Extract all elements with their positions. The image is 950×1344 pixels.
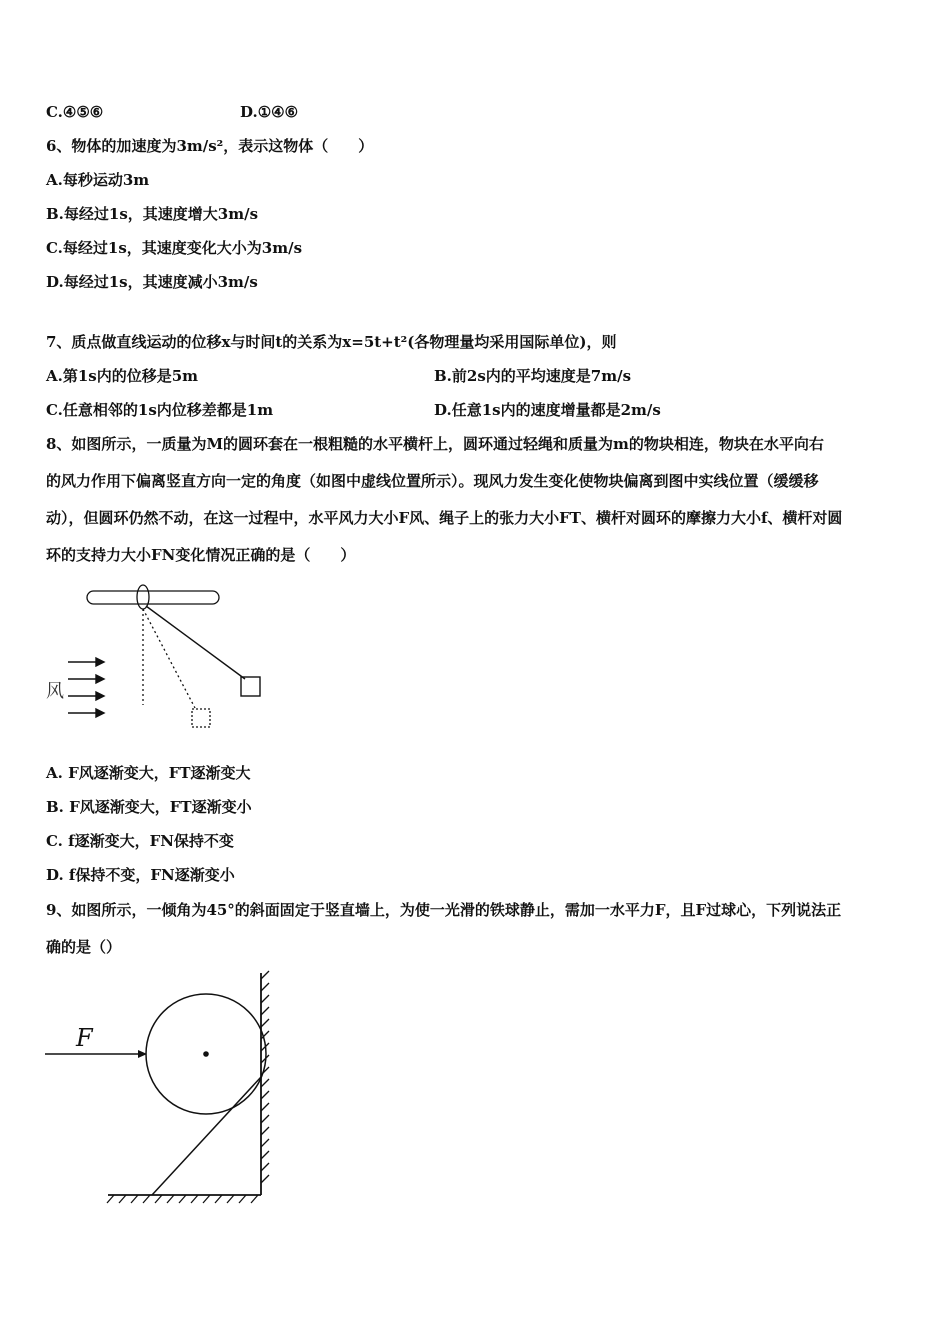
force-label: F (76, 1024, 93, 1052)
q6-option-c: C.每经过1s，其速度变化大小为3m/s (46, 239, 303, 257)
q7-option-b: B.前2s内的平均速度是7m/s (434, 367, 632, 385)
q8-stem-line4: 环的支持力大小FN变化情况正确的是（ ） (46, 546, 356, 564)
q5-option-c: C.④⑤⑥ (46, 103, 104, 121)
q8-option-d: D. f保持不变，FN逐渐变小 (46, 866, 235, 884)
dashed-block (192, 709, 210, 727)
incline-surface (152, 1077, 261, 1195)
q6-option-b: B.每经过1s，其速度增大3m/s (46, 205, 259, 223)
wind-label: 风 (46, 681, 64, 702)
solid-block (241, 677, 260, 696)
q8-option-b: B. F风逐渐变大，FT逐渐变小 (46, 798, 252, 816)
q6-option-d: D.每经过1s，其速度减小3m/s (46, 273, 258, 291)
q8-stem-line2: 的风力作用下偏离竖直方向一定的角度（如图中虚线位置所示）。现风力发生变化使物块偏离到图中实线位置（缓缓移 (46, 472, 819, 490)
q7-stem: 7、质点做直线运动的位移x与时间t的关系为x=5t+t²(各物理量均采用国际单位)，则 (46, 333, 617, 351)
q8-stem-line3: 动），但圆环仍然不动，在这一过程中，水平风力大小F风、绳子上的张力大小FT、横杆对圆环的摩擦力大小f、横杆对圆 (46, 509, 843, 527)
q5-option-d: D.①④⑥ (240, 103, 299, 121)
q7-option-c: C.任意相邻的1s内位移差都是1m (46, 401, 274, 419)
ball-center-dot (203, 1051, 209, 1057)
q7-option-a: A.第1s内的位移是5m (46, 367, 199, 385)
solid-rope (146, 606, 245, 679)
horizontal-rod (87, 591, 219, 604)
ground (107, 1195, 261, 1203)
q6-stem: 6、物体的加速度为3m/s²，表示这物体（ ） (46, 137, 374, 155)
q8-figure (40, 580, 280, 740)
q9-stem-line2: 确的是（） (46, 938, 122, 956)
q8-option-c: C. f逐渐变大，FN保持不变 (46, 832, 234, 850)
ring (137, 585, 149, 609)
wall (261, 971, 269, 1195)
q8-stem-line1: 8、如图所示，一质量为M的圆环套在一根粗糙的水平横杆上，圆环通过轻绳和质量为m的物块相连，物块在水平向右 (46, 435, 824, 453)
q6-option-a: A.每秒运动3m (46, 171, 150, 189)
q9-stem-line1: 9、如图所示，一倾角为45°的斜面固定于竖直墙上，为使一光滑的铁球静止，需加一水平力F，且F过球心，下列说法正 (46, 901, 842, 919)
wind-arrows (68, 658, 104, 717)
q7-option-d: D.任意1s内的速度增量都是2m/s (434, 401, 661, 419)
q8-option-a: A. F风逐渐变大，FT逐渐变大 (46, 764, 251, 782)
dashed-rope (143, 609, 195, 708)
q9-figure (40, 965, 280, 1210)
